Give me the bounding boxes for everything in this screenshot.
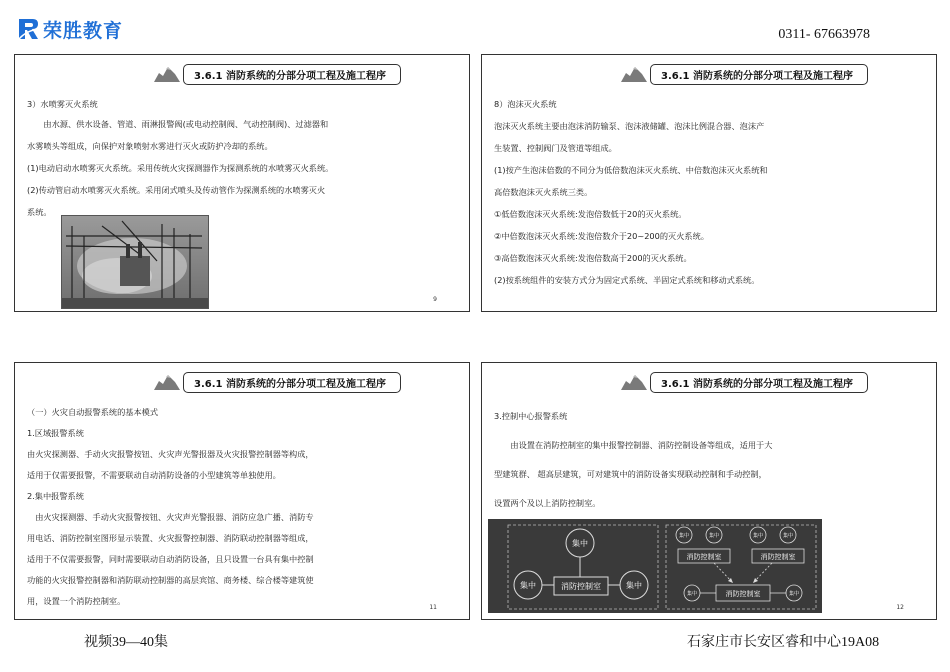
slide-12 [481, 362, 937, 620]
slide-title [153, 63, 401, 85]
text-line: 2.集中报警系统 [27, 491, 84, 501]
text-line: ①低倍数泡沫灭火系统:发泡倍数低于20的灭火系统。 [494, 209, 687, 219]
text-line: 1.区域报警系统 [27, 428, 84, 438]
text-line: 由设置在消防控制室的集中报警控制器、消防控制设备等组成，适用于大 [494, 440, 773, 450]
slide-body [494, 411, 924, 527]
text-line: (1)电动启动水喷雾灭火系统。采用传统火灾探测器作为探测系统的水喷雾灭火系统。 [27, 163, 334, 173]
slide-11 [14, 362, 470, 620]
slide-body [494, 99, 924, 297]
hill-icon [153, 372, 181, 392]
diagram-label: 消防控制室 [760, 553, 796, 561]
text-line: 适用于不仅需要报警，同时需要联动自动消防设备，且只设置一台具有集中控制 [27, 554, 314, 564]
slide-title-text: 3.6.1 消防系统的分部分项工程及施工程序 [650, 372, 868, 393]
text-line: 用电话、消防控制室图形显示装置、火灾报警控制器、消防联动控制器等组成， [27, 533, 314, 543]
text-line: 生装置、控制阀门及管道等组成。 [494, 143, 617, 153]
text-line: 高倍数泡沫灭火系统三类。 [494, 187, 593, 197]
text-line: (2)按系统组件的安装方式分为固定式系统、半固定式系统和移动式系统。 [494, 275, 760, 285]
slide-title-text: 3.6.1 消防系统的分部分项工程及施工程序 [183, 64, 401, 85]
text-line: 由水源、供水设备、管道、雨淋报警阀(或电动控制阀、气动控制阀)、过滤器和 [27, 119, 329, 129]
page-number: 12 [896, 604, 904, 611]
text-line: 用，设置一个消防控制室。 [27, 596, 126, 606]
diagram-label: 集中 [752, 533, 764, 539]
slide-body [27, 407, 457, 617]
slide-title [620, 371, 868, 393]
phone-number: 0311- 67663978 [778, 27, 870, 42]
water-spray-photo [61, 215, 209, 309]
hill-icon [153, 64, 181, 84]
diagram-label: 集中 [678, 533, 690, 539]
hill-icon [620, 372, 648, 392]
diagram-label: 集中 [708, 533, 720, 539]
text-line: （一）火灾自动报警系统的基本模式 [27, 407, 159, 417]
slide-body [27, 99, 457, 229]
text-line: ②中倍数泡沫灭火系统:发泡倍数介于20~200的灭火系统。 [494, 231, 709, 241]
hill-icon [620, 64, 648, 84]
control-center-diagram [488, 519, 822, 613]
diagram-label: 集中 [520, 581, 536, 590]
diagram-label: 集中 [572, 539, 588, 548]
text-line: 功能的火灾报警控制器和消防联动控制器的高层宾馆、商务楼、综合楼等建筑使 [27, 575, 314, 585]
text-line: (1)按产生泡沫倍数的不同分为低倍数泡沫灭火系统、中倍数泡沫灭火系统和 [494, 165, 768, 175]
text-line: 型建筑群、 超高层建筑，可对建筑中的消防设备实现联动控制和手动控制， [494, 469, 767, 479]
text-line: 由火灾探测器、手动火灾报警按钮、火灾声光警报器、消防应急广播、消防专 [27, 512, 314, 522]
footer-address: 石家庄市长安区睿和中心19A08 [687, 635, 880, 650]
slide-title [620, 63, 868, 85]
text-line: ③高倍数泡沫灭火系统:发泡倍数高于200的灭火系统。 [494, 253, 692, 263]
diagram-label: 集中 [686, 591, 698, 597]
text-line: 水雾喷头等组成，向保护对象喷射水雾进行灭火或防护冷却的系统。 [27, 141, 273, 151]
slide-title-text: 3.6.1 消防系统的分部分项工程及施工程序 [650, 64, 868, 85]
text-line: 3.控制中心报警系统 [494, 411, 568, 421]
diagram-label: 消防控制室 [561, 582, 601, 591]
diagram-label: 集中 [788, 591, 800, 597]
footer-video-label: 视频39—40集 [84, 635, 168, 650]
logo-text: 荣胜教育 [43, 19, 124, 42]
page-number: 9 [433, 296, 437, 303]
diagram-label: 消防控制室 [686, 553, 722, 561]
text-line: 3）水喷雾灭火系统 [27, 99, 98, 109]
text-line: 适用于仅需要报警，不需要联动自动消防设备的小型建筑等单独使用。 [27, 470, 281, 480]
text-line: 系统。 [27, 207, 52, 217]
text-line: 8）泡沫灭火系统 [494, 99, 557, 109]
slide-9 [14, 54, 470, 312]
text-line: 由火灾探测器、手动火灾报警按钮、火灾声光警报器及火灾报警控制器等构成， [27, 449, 314, 459]
slide-title [153, 371, 401, 393]
diagram-label: 集中 [626, 581, 642, 590]
page-number: 11 [429, 604, 437, 611]
logo-mark-icon [16, 17, 40, 41]
slide-10 [481, 54, 937, 312]
logo [16, 16, 123, 42]
text-line: (2)传动管启动水喷雾灭火系统。采用闭式喷头及传动管作为探测系统的水喷雾灭火 [27, 185, 326, 195]
diagram-label: 集中 [782, 533, 794, 539]
text-line: 设置两个及以上消防控制室。 [494, 498, 601, 508]
diagram-label: 消防控制室 [725, 590, 761, 598]
text-line: 泡沫灭火系统主要由泡沫消防输泵、泡沫液储罐、泡沫比例混合器、泡沫产 [494, 121, 765, 131]
slide-title-text: 3.6.1 消防系统的分部分项工程及施工程序 [183, 372, 401, 393]
